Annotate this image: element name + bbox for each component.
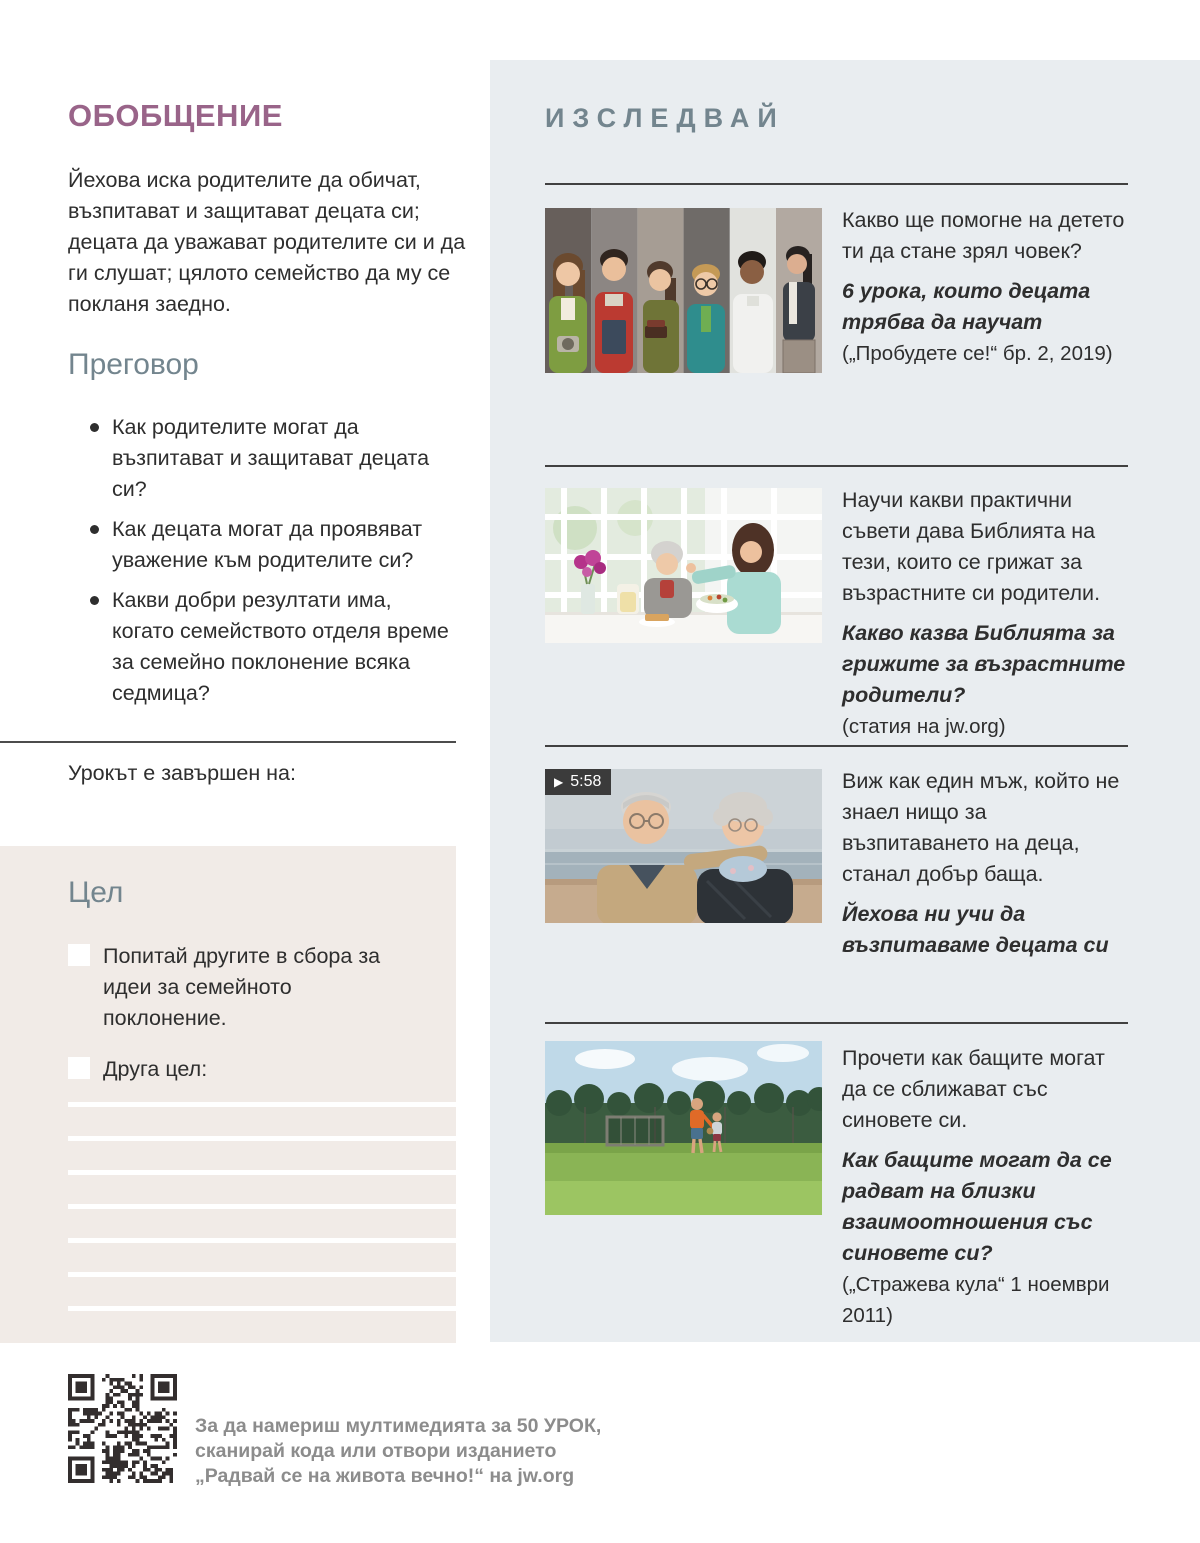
bullet-icon	[90, 423, 99, 432]
checkbox[interactable]	[68, 944, 90, 966]
writing-line[interactable]	[68, 1170, 456, 1175]
section-description: Прочети как бащите могат да се сближават със синовете си.	[842, 1046, 1105, 1132]
explore-section	[842, 1043, 1134, 1331]
publication-source: („Пробудете се!“ бр. 2, 2019)	[842, 342, 1113, 365]
writing-line[interactable]	[68, 1136, 456, 1141]
review-list	[68, 412, 456, 718]
goal-item	[68, 941, 403, 1034]
review-item: Как децата могат да проявяват уважение към родителите си?	[68, 514, 456, 576]
summary-body: Йехова иска родителите да обичат, възпитават и защитават децата си; децата да уважават родителите си и да ги слушат; цялото семейство да му се покланя заедно.	[68, 168, 466, 316]
video-duration: 5:58	[570, 773, 602, 790]
writing-line[interactable]	[68, 1102, 456, 1107]
writing-line[interactable]	[68, 1204, 456, 1209]
footer-line: За да намериш мултимедията за 50 УРОК,	[195, 1415, 602, 1437]
explore-section	[842, 766, 1134, 961]
publication-link[interactable]: Как бащите могат да се радват на близки взаимоотношения със синовете си?	[842, 1148, 1112, 1265]
divider	[545, 465, 1128, 467]
publication-source: („Стражева кула“ 1 ноември 2011)	[842, 1273, 1110, 1327]
father-son-field-image	[545, 1041, 822, 1215]
divider	[545, 745, 1128, 747]
publication-link[interactable]: Йехова ни учи да възпитаваме децата си	[842, 902, 1109, 957]
explore-section	[842, 485, 1134, 742]
goal-item-label: Попитай другите в сбора за идеи за семейното поклонение.	[103, 944, 381, 1030]
goal-heading: Цел	[68, 876, 124, 909]
qr-code	[68, 1374, 177, 1483]
section-description: Виж как един мъж, който не знаел нищо за възпитаването на деца, станал добър баща.	[842, 769, 1120, 886]
video-thumbnail[interactable]	[545, 769, 822, 923]
divider	[0, 741, 456, 743]
footer-line: „Радвай се на живота вечно!“ на jw.org	[195, 1465, 575, 1487]
footer-note	[195, 1414, 601, 1489]
publication-link[interactable]: 6 урока, които децата трябва да научат	[842, 279, 1091, 334]
summary-heading: ОБОБЩЕНИЕ	[68, 98, 283, 133]
review-item: Какви добри резултати има, когато семейството отделя време за семейно поклонение всяка седмица?	[68, 585, 456, 709]
play-icon: ▶	[554, 775, 564, 789]
goal-item	[68, 1054, 403, 1085]
children-collage-image	[545, 208, 822, 373]
bullet-icon	[90, 596, 99, 605]
publication-link[interactable]: Какво казва Библията за грижите за възрастните родители?	[842, 621, 1126, 707]
explore-heading: ИЗСЛЕДВАЙ	[545, 103, 785, 133]
caregiver-image	[545, 488, 822, 643]
publication-source: (статия на jw.org)	[842, 715, 1006, 738]
explore-panel	[490, 60, 1200, 1342]
goal-box	[0, 846, 456, 1343]
goal-item-label: Друга цел:	[103, 1057, 208, 1081]
writing-line[interactable]	[68, 1272, 456, 1277]
checkbox[interactable]	[68, 1057, 90, 1079]
divider	[545, 1022, 1128, 1024]
writing-line[interactable]	[68, 1306, 456, 1311]
divider	[545, 183, 1128, 185]
review-heading: Преговор	[68, 348, 199, 381]
section-description: Какво ще помогне на детето ти да стане зрял човек?	[842, 208, 1125, 263]
lesson-completed-label: Урокът е завършен на:	[68, 761, 296, 785]
bullet-icon	[90, 525, 99, 534]
section-description: Научи какви практични съвети дава Библията на тези, които се грижат за възрастните си родители.	[842, 488, 1101, 605]
explore-section	[842, 205, 1134, 369]
review-item: Как родителите могат да възпитават и защитават децата си?	[68, 412, 456, 505]
writing-line[interactable]	[68, 1238, 456, 1243]
footer-line: сканирай кода или отвори изданието	[195, 1440, 557, 1462]
video-duration-badge	[545, 769, 611, 795]
